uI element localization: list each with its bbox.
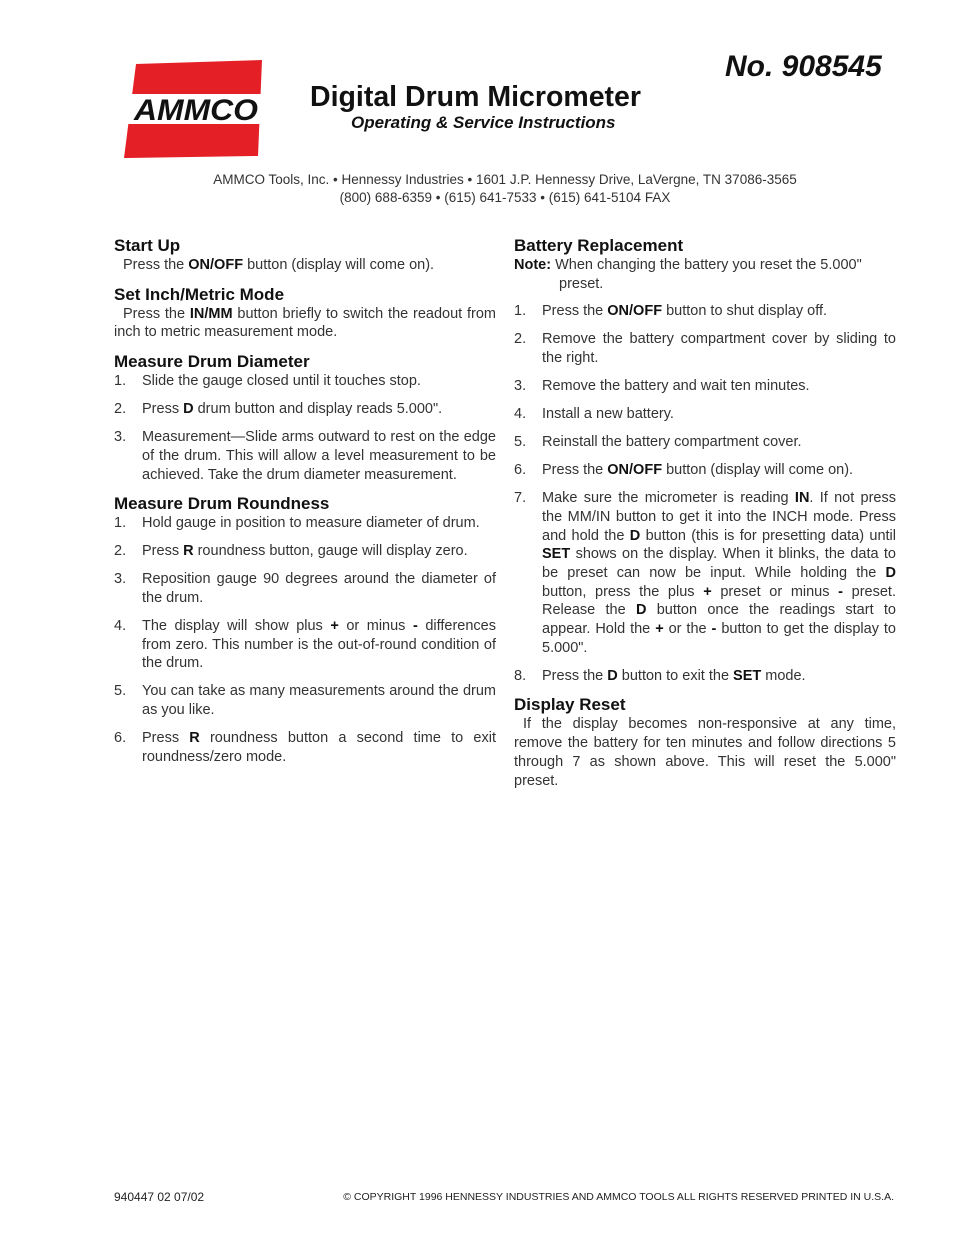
svg-text:AMMCO: AMMCO xyxy=(132,94,258,127)
section-heading: Display Reset xyxy=(514,695,626,715)
list-item: 7. Make sure the micrometer is reading IN. If not press the MM/IN button to get it into the INCH mode. Press and hold the D button (this is for presetting data) until SET shows on the display. When it blinks, the data to be preset can now be input. While holding the D button, press the plus + preset or minus - preset. Release the D button once the readings start to appear. Hold the + or the - button to get the display to 5.000". xyxy=(514,490,896,656)
list-item: 8. Press the D button to exit the SET mode. xyxy=(514,667,806,684)
list-item: 4. Install a new battery. xyxy=(514,406,674,423)
battery-replacement-section xyxy=(514,236,896,685)
right-column xyxy=(514,236,896,790)
list-item: 2. Remove the battery compartment cover by sliding to the right. xyxy=(514,331,896,367)
list-item: 1. Press the ON/OFF button to shut display off. xyxy=(514,303,828,320)
list-item: 4. The display will show plus + or minus - differences from zero. This number is the out-of-round condition of the drum. xyxy=(114,617,496,672)
list-item: 3. Measurement—Slide arms outward to rest on the edge of the drum. This will allow a level measurement to be achieved. Take the drum diameter measurement. xyxy=(114,429,496,483)
document-number: No. 908545 xyxy=(725,50,882,83)
ammco-logo-graphic xyxy=(120,60,264,160)
page-subtitle: Operating & Service Instructions xyxy=(351,113,616,132)
section-text: If the display becomes non-responsive at any time, remove the battery for ten minutes and follow directions 5 through 7 as shown above. This will reset the 5.000" preset. xyxy=(514,716,896,789)
drum-diameter-section xyxy=(114,352,496,484)
list-item: 6. Press the ON/OFF button (display will come on). xyxy=(514,462,854,479)
copyright-notice: © COPYRIGHT 1996 HENNESSY INDUSTRIES AND AMMCO TOOLS ALL RIGHTS RESERVED PRINTED IN U.S.A. xyxy=(343,1191,894,1203)
list-item: 2. Press D drum button and display reads 5.000". xyxy=(114,401,443,418)
section-heading: Set Inch/Metric Mode xyxy=(114,284,285,304)
section-heading: Start Up xyxy=(114,236,181,255)
list-item: 5. Reinstall the battery compartment cover. xyxy=(514,434,802,451)
list-item: 5. You can take as many measurements around the drum as you like. xyxy=(114,683,496,719)
instruction-list xyxy=(114,372,496,484)
battery-note: Note: When changing the battery you reset the 5.000" preset. xyxy=(514,257,862,292)
display-reset-section xyxy=(514,695,896,790)
list-item: 2. Press R roundness button, gauge will display zero. xyxy=(114,543,468,560)
page-title: Digital Drum Micrometer xyxy=(310,81,641,113)
list-item: 1. Slide the gauge closed until it touches stop. xyxy=(114,373,421,390)
section-heading: Measure Drum Roundness xyxy=(114,494,330,514)
instruction-list xyxy=(114,514,496,766)
section-heading: Measure Drum Diameter xyxy=(114,352,310,372)
ammco-logo xyxy=(120,60,264,160)
inch-metric-section xyxy=(114,285,496,342)
list-item: 1. Hold gauge in position to measure diameter of drum. xyxy=(114,515,480,532)
section-text: Press the IN/MM button briefly to switch the readout from inch to metric measurement mode. xyxy=(114,305,497,341)
start-up-section xyxy=(114,236,496,275)
list-item: 6. Press R roundness button a second time to exit roundness/zero mode. xyxy=(114,730,496,765)
left-column xyxy=(114,236,496,766)
instruction-list xyxy=(514,302,896,685)
company-phone-numbers: (800) 688-6359 • (615) 641-7533 • (615) 641-5104 FAX xyxy=(339,190,671,205)
part-number: 940447 02 07/02 xyxy=(114,1190,205,1204)
section-heading: Battery Replacement xyxy=(514,236,684,255)
drum-roundness-section xyxy=(114,494,496,766)
company-address: AMMCO Tools, Inc. • Hennessy Industries • 1601 J.P. Hennessy Drive, LaVergne, TN 37086-3565 xyxy=(213,172,797,187)
list-item: 3. Remove the battery and wait ten minutes. xyxy=(514,378,810,395)
list-item: 3. Reposition gauge 90 degrees around the diameter of the drum. xyxy=(114,571,496,606)
section-text: Press the ON/OFF button (display will come on). xyxy=(123,257,435,273)
